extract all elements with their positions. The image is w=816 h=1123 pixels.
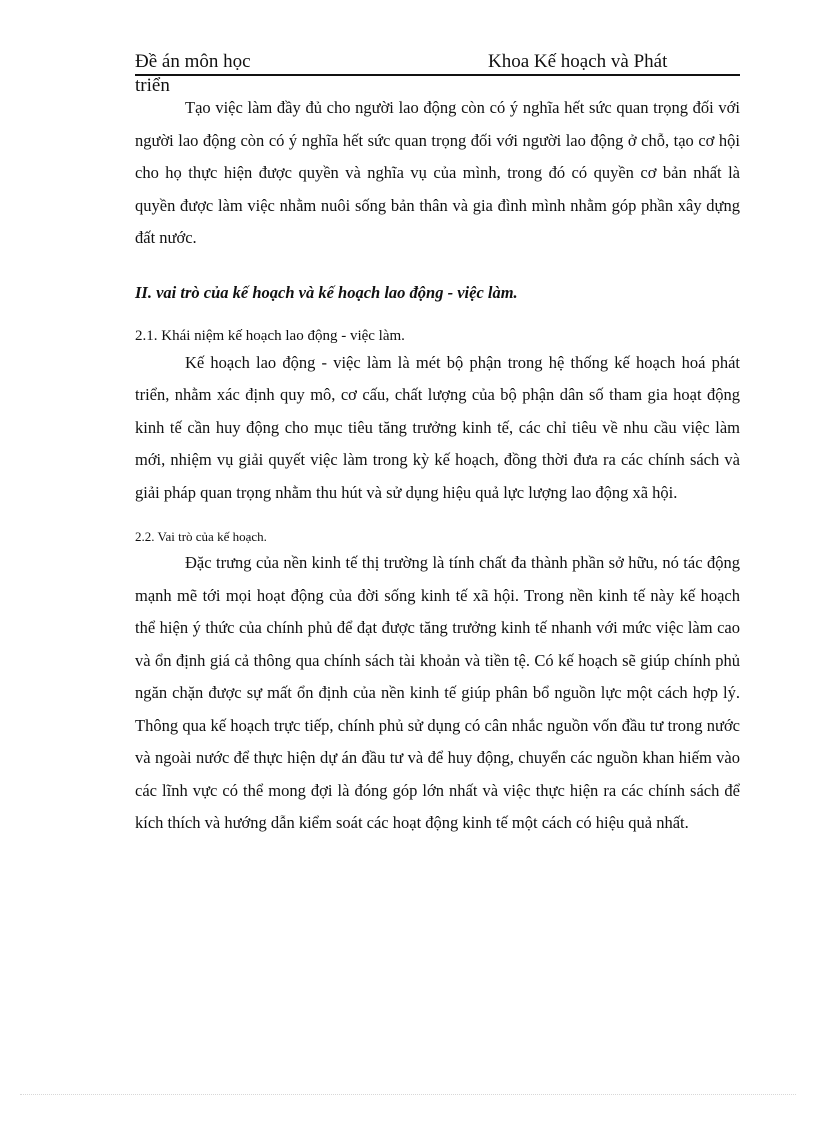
document-body [135, 92, 740, 840]
header-faculty: Khoa Kế hoạch và Phát [488, 51, 668, 72]
subsection-1-title: 2.1. Khái niệm kế hoạch lao động - việc làm. [135, 327, 405, 344]
page-header [135, 50, 740, 76]
subsection-2-title: 2.2. Vai trò của kế hoạch. [135, 529, 267, 544]
subsection-2-paragraph: Đặc trưng của nền kinh tế thị trường là tính chất đa thành phần sở hữu, nó tác động mạnh mẽ tới mọi hoạt động của đời sống kinh tế xã hội. Trong nền kinh tế này kế hoạch thể hiện ý thức của chính phủ để đạt được tăng trưởng kinh tế nhanh với mức việc làm cao và ổn định giá cả thông qua chính sách tài khoản và tiền tệ. Có kế hoạch sẽ giúp chính phủ ngăn chặn được sự mất ổn định của nền kinh tế giúp phân bổ nguồn lực một cách hợp lý. Thông qua kế hoạch trực tiếp, chính phủ sử dụng có cân nhắc nguồn vốn đầu tư trong nước và ngoài nước để thực hiện dự án đầu tư và để huy động, chuyển các nguồn khan hiếm vào các lĩnh vực có thể mong đợi là đóng góp lớn nhất và việc thực hiện ra các chính sách để kích thích và hướng dẫn kiểm soát các hoạt động kinh tế một cách có hiệu quả nhất. [135, 553, 740, 832]
header-course-title: Đề án môn học [135, 51, 251, 72]
intro-paragraph: Tạo việc làm đầy đủ cho người lao động còn có ý nghĩa hết sức quan trọng đối với người lao động còn có ý nghĩa hết sức quan trọng đối với người lao động ở chỗ, tạo cơ hội cho họ thực hiện được quyền và nghĩa vụ của mình, trong đó có quyền cơ bản nhất là quyền được làm việc nhằm nuôi sống bản thân và gia đình mình nhằm góp phần xây dựng đất nước. [135, 98, 740, 247]
page-bottom-divider [20, 1094, 796, 1095]
header-faculty-continuation: triển [135, 75, 170, 96]
subsection-1-paragraph: Kế hoạch lao động - việc làm là mét bộ phận trong hệ thống kế hoạch hoá phát triển, nhằm xác định quy mô, cơ cấu, chất lượng của bộ phận dân số tham gia hoạt động kinh tế cần huy động cho mục tiêu tăng trưởng kinh tế, các chỉ tiêu về nhu cầu việc làm mới, nhiệm vụ giải quyết việc làm trong kỳ kế hoạch, đồng thời đưa ra các chính sách và giải pháp quan trọng nhằm thu hút và sử dụng hiệu quả lực lượng lao động xã hội. [135, 352, 740, 502]
section-title: II. vai trò của kế hoạch và kế hoạch lao động - việc làm. [135, 282, 518, 302]
